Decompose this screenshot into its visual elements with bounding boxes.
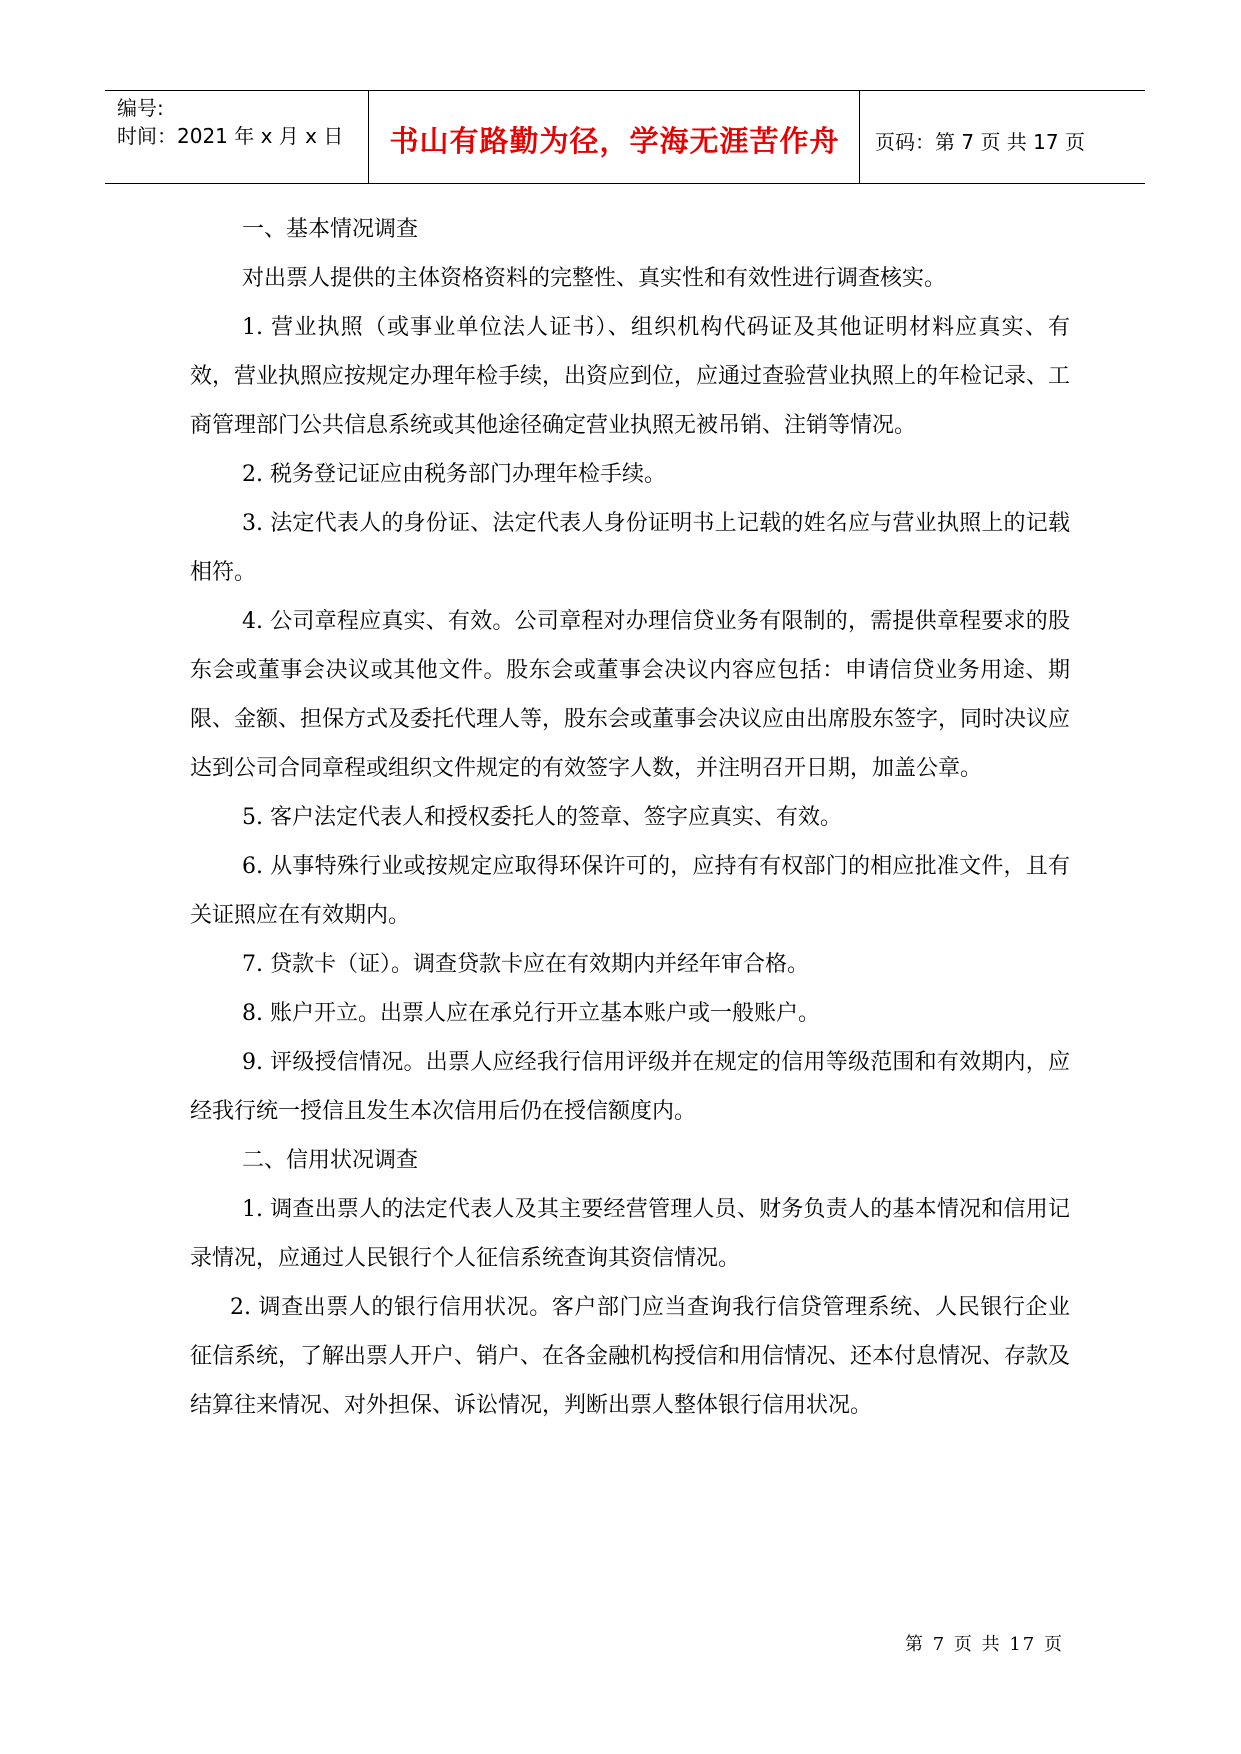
page-footer: 第 7 页 共 17 页 bbox=[905, 1634, 1064, 1655]
paragraph: 2. 税务登记证应由税务部门办理年检手续。 bbox=[242, 462, 666, 487]
document-body bbox=[190, 205, 1070, 1430]
page-header bbox=[105, 90, 1145, 184]
paragraph: 7. 贷款卡（证）。调查贷款卡应在有效期内并经年审合格。 bbox=[242, 952, 809, 977]
paragraph: 9. 评级授信情况。出票人应经我行信用评级并在规定的信用等级范围和有效期内，应经我行统一授信且发生本次信用后仍在授信额度内。 bbox=[190, 1050, 1070, 1124]
paragraph: 5. 客户法定代表人和授权委托人的签章、签字应真实、有效。 bbox=[242, 805, 842, 830]
header-left bbox=[117, 94, 343, 150]
paragraph: 8. 账户开立。出票人应在承兑行开立基本账户或一般账户。 bbox=[242, 1001, 820, 1026]
paragraph: 1. 调查出票人的法定代表人及其主要经营管理人员、财务负责人的基本情况和信用记录情况，应通过人民银行个人征信系统查询其资信情况。 bbox=[190, 1197, 1070, 1271]
paragraph: 6. 从事特殊行业或按规定应取得环保许可的，应持有有权部门的相应批准文件，且有关证照应在有效期内。 bbox=[190, 854, 1070, 928]
header-divider bbox=[368, 91, 369, 183]
paragraph: 1. 营业执照（或事业单位法人证书）、组织机构代码证及其他证明材料应真实、有效，营业执照应按规定办理年检手续，出资应到位，应通过查验营业执照上的年检记录、工商管理部门公共信息系统或其他途径确定营业执照无被吊销、注销等情况。 bbox=[190, 315, 1071, 438]
header-page-number: 页码：第 7 页 共 17 页 bbox=[875, 130, 1085, 154]
paragraph: 4. 公司章程应真实、有效。公司章程对办理信贷业务有限制的，需提供章程要求的股东会或董事会决议或其他文件。股东会或董事会决议内容应包括：申请信贷业务用途、期限、金额、担保方式及委托代理人等，股东会或董事会决议应由出席股东签字，同时决议应达到公司合同章程或组织文件规定的有效签字人数，并注明召开日期，加盖公章。 bbox=[190, 609, 1071, 781]
section-heading: 二、信用状况调查 bbox=[242, 1148, 419, 1173]
paragraph: 2. 调查出票人的银行信用状况。客户部门应当查询我行信贷管理系统、人民银行企业征信系统，了解出票人开户、销户、在各金融机构授信和用信情况、还本付息情况、存款及结算往来情况、对外担保、诉讼情况，判断出票人整体银行信用状况。 bbox=[190, 1295, 1071, 1418]
document-number-label: 编号: bbox=[117, 96, 164, 120]
header-motto: 书山有路勤为径，学海无涯苦作舟 bbox=[389, 124, 840, 158]
section-heading: 一、基本情况调查 bbox=[242, 217, 419, 242]
header-divider bbox=[859, 91, 860, 183]
paragraph: 3. 法定代表人的身份证、法定代表人身份证明书上记载的姓名应与营业执照上的记载相符。 bbox=[190, 511, 1070, 585]
paragraph: 对出票人提供的主体资格资料的完整性、真实性和有效性进行调查核实。 bbox=[242, 266, 947, 291]
document-time-label: 时间：2021 年 x 月 x 日 bbox=[117, 124, 344, 148]
